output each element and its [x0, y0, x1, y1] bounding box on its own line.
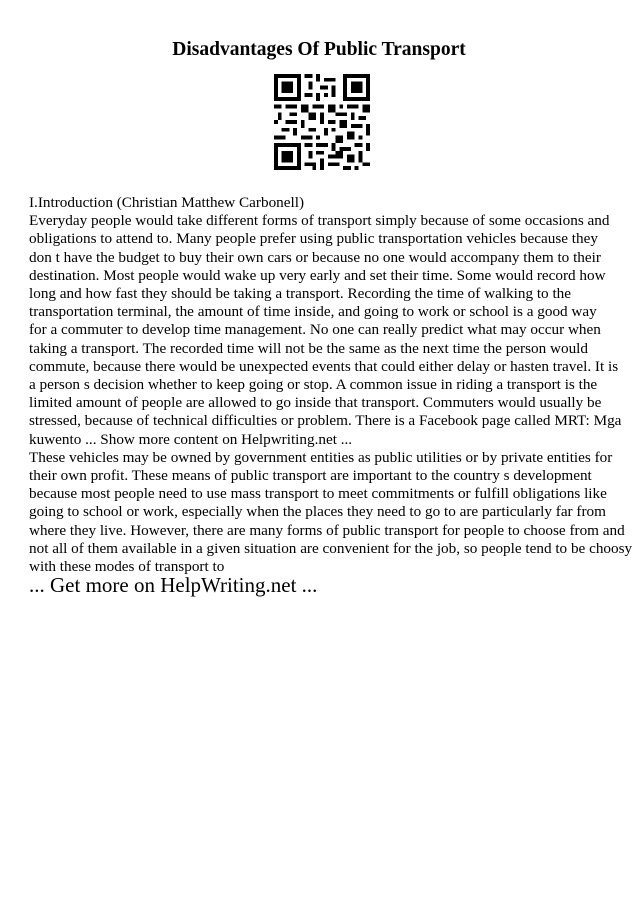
- paragraph-1-line: for a commuter to develop time management. No one can really predict what may occur when: [29, 321, 601, 339]
- paragraph-1-line: commute, because there would be unexpected events that could either delay or hasten travel. It is: [29, 357, 619, 375]
- paragraph-2-line: because most people need to use mass transport to meet commitments or fulfill obligations like: [29, 485, 607, 503]
- paragraph-1-line: transportation terminal, the amount of time inside, and going to work or school is a good way: [29, 303, 597, 321]
- paragraph-1-line: a person s decision whether to keep going or stop. A common issue in riding a transport is the: [29, 376, 598, 394]
- paragraph-1-line: limited amount of people are allowed to go inside that transport. Commuters would usually be: [29, 394, 602, 412]
- paragraph-1-line: don t have the budget to buy their own cars or because no one would accompany them to their: [29, 248, 601, 266]
- paragraph-1-line: obligations to attend to. Many people prefer using public transportation vehicles because they: [29, 230, 598, 248]
- paragraph-2-line: going to school or work, especially when the places they need to go to are particularly far from: [29, 503, 606, 521]
- qr-code-icon: [274, 74, 370, 170]
- get-more-link[interactable]: ... Get more on HelpWriting.net ...: [29, 573, 318, 597]
- paragraph-1-line: stressed, because of technical difficulties or problem. There is a Facebook page called MRT: Mga: [29, 412, 622, 430]
- paragraph-1-line: long and how fast they should be taking a transport. Recording the time of walking to the: [29, 285, 571, 303]
- section-heading: I.Introduction (Christian Matthew Carbonell): [29, 194, 304, 211]
- paragraph-1-line: destination. Most people would wake up very early and set their time. Some would record how: [29, 266, 606, 284]
- paragraph-2-line: These vehicles may be owned by government entities as public utilities or by private entities for: [29, 448, 613, 466]
- paragraph-1-line: kuwento ... Show more content on Helpwriting.net ...: [29, 430, 353, 448]
- document-body: [29, 194, 633, 576]
- paragraph-2-line: their own profit. These means of public transport are important to the country s development: [29, 467, 592, 485]
- document-title: Disadvantages Of Public Transport: [172, 39, 466, 60]
- paragraph-2-line: with these modes of transport to: [29, 558, 225, 576]
- paragraph-2-line: where they live. However, there are many forms of public transport for people to choose from and: [29, 521, 625, 539]
- paragraph-1-line: taking a transport. The recorded time will not be the same as the next time the person would: [29, 339, 588, 357]
- paragraph-2-line: not all of them available in a given situation are convenient for the job, so people tend to be choosy: [29, 539, 633, 557]
- paragraph-1-line: Everyday people would take different forms of transport simply because of some occasions and: [29, 212, 610, 230]
